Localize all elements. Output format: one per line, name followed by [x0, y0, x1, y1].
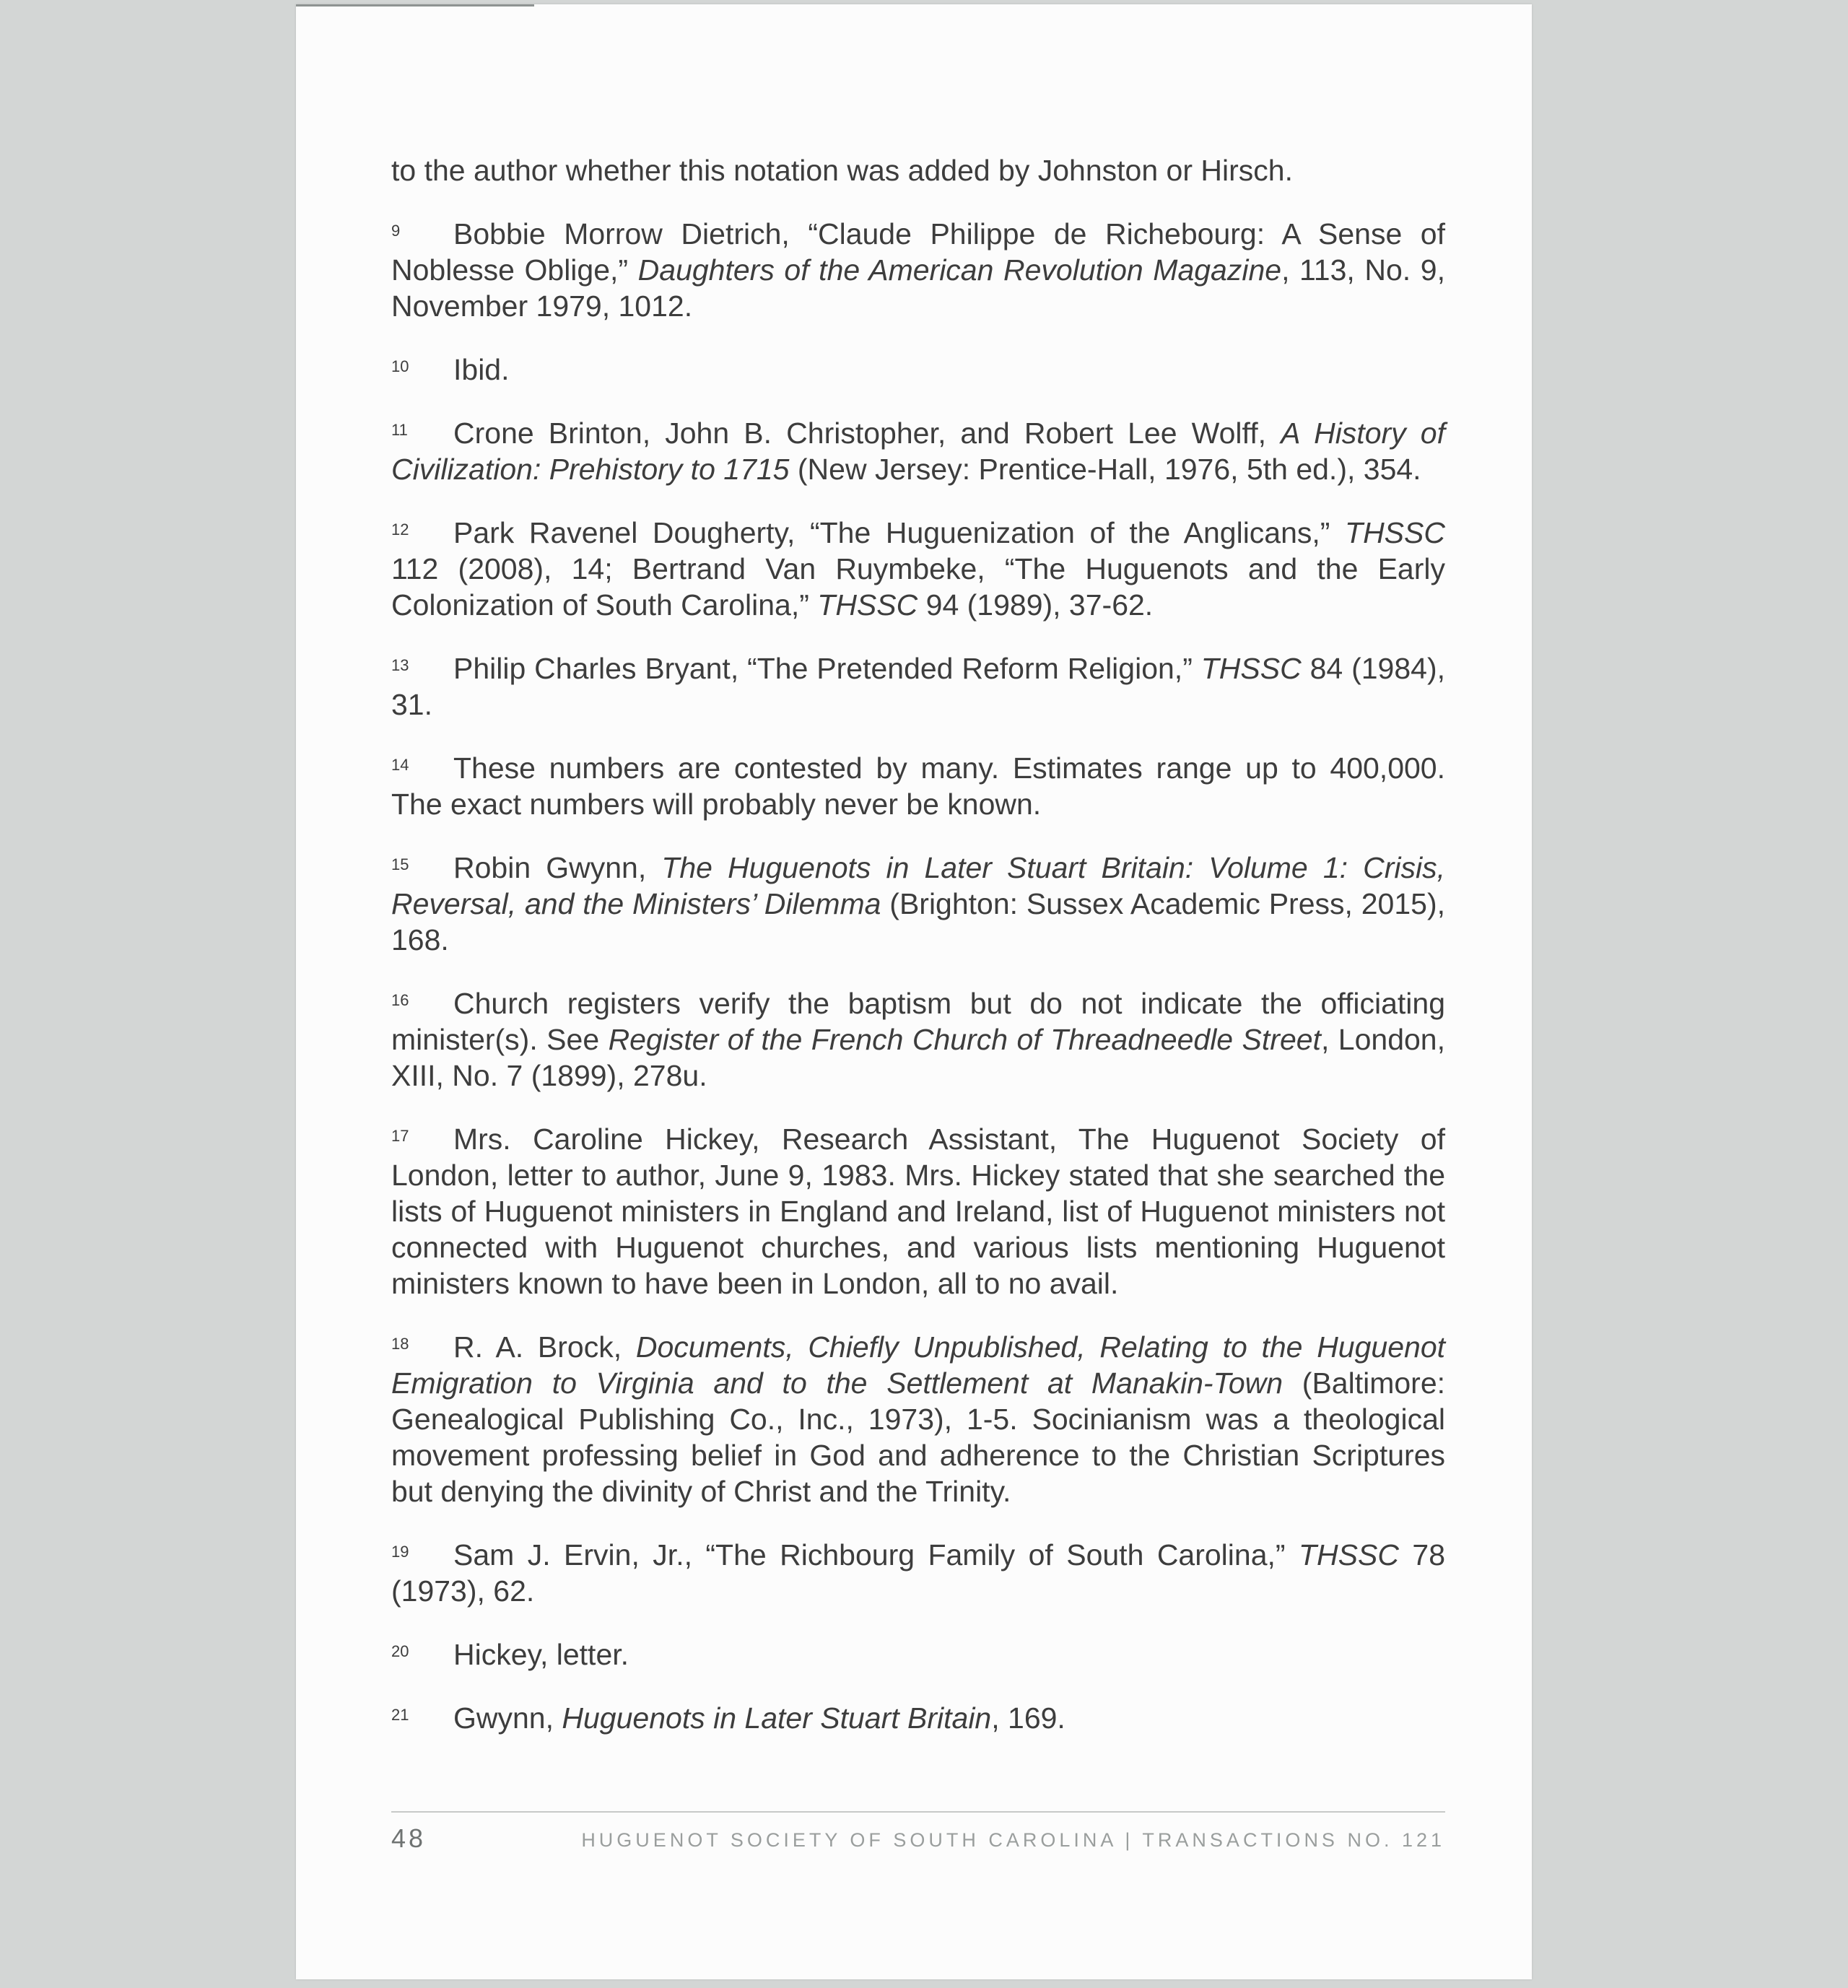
- endnote: [391, 1700, 1445, 1736]
- endnote-text-run: Park Ravenel Dougherty, “The Huguenization of the Anglicans,”: [453, 516, 1346, 549]
- endnote: [391, 750, 1445, 822]
- endnote-text-run: R. A. Brock,: [453, 1330, 636, 1364]
- endnote-text-run: 84 (1984), 31.: [391, 652, 1445, 721]
- endnote-title-italic: Huguenots in Later Stuart Britain: [562, 1701, 992, 1735]
- endnote-text: [391, 1538, 1445, 1608]
- continued-note-text: to the author whether this notation was added by Johnston or Hirsch.: [391, 154, 1293, 187]
- endnote-text: [391, 1330, 1445, 1508]
- endnotes-body: [391, 152, 1445, 1764]
- endnote-text: [391, 751, 1445, 821]
- endnote: [391, 1537, 1445, 1609]
- document-page: [296, 4, 1532, 1979]
- endnote-text-run: Bobbie Morrow Dietrich, “Claude Philippe de Richebourg: A Sense of Noblesse Oblige,”: [391, 217, 1445, 287]
- endnote-text: [453, 1701, 1065, 1735]
- endnote: [391, 985, 1445, 1094]
- endnote-number: 17: [391, 1127, 409, 1145]
- endnote-number: 21: [391, 1706, 409, 1724]
- endnotes-list: [391, 216, 1445, 1736]
- endnote-number: 19: [391, 1543, 409, 1561]
- endnote-title-italic: THSSC: [1298, 1538, 1399, 1571]
- endnote-text: [453, 1638, 629, 1671]
- endnote-text-run: Church registers verify the baptism but do not indicate the officiating minister(s). See: [391, 987, 1445, 1056]
- endnote-text: [391, 851, 1445, 956]
- endnote: [391, 352, 1445, 388]
- endnote-number: 13: [391, 656, 409, 674]
- endnote-title-italic: THSSC: [1345, 516, 1445, 549]
- endnote-text: [391, 652, 1445, 721]
- endnote-text-run: (New Jersey: Prentice-Hall, 1976, 5th ed.), 354.: [789, 453, 1421, 486]
- endnote-text-run: Sam J. Ervin, Jr., “The Richbourg Family of South Carolina,”: [453, 1538, 1299, 1571]
- endnote-title-italic: THSSC: [1200, 652, 1302, 685]
- endnote: [391, 216, 1445, 324]
- endnote-text-run: 78 (1973), 62.: [391, 1538, 1445, 1608]
- endnote-title-italic: Register of the French Church of Threadneedle Street: [608, 1023, 1321, 1056]
- endnote-text-run: Ibid.: [453, 353, 510, 386]
- endnote-number: 11: [391, 421, 408, 439]
- endnote-title-italic: Documents, Chiefly Unpublished, Relating to the Huguenot Emigration to Virginia and to the Settlement at Manakin-Town: [391, 1330, 1446, 1400]
- endnote-number: 9: [391, 222, 401, 240]
- endnote: [391, 1121, 1445, 1302]
- endnote-number: 16: [391, 991, 409, 1009]
- endnote-text: [391, 217, 1445, 323]
- endnote: [391, 850, 1445, 958]
- endnote-text-run: (Brighton: Sussex Academic Press, 2015), 168.: [391, 887, 1445, 956]
- endnote: [391, 1636, 1445, 1673]
- endnote-text: [391, 417, 1445, 486]
- endnote-text-run: Crone Brinton, John B. Christopher, and Robert Lee Wolff,: [453, 417, 1281, 450]
- footer-rule: [391, 1811, 1445, 1813]
- endnote: [391, 650, 1445, 723]
- endnote-text-run: These numbers are contested by many. Estimates range up to 400,000. The exact numbers will probably never be known.: [391, 751, 1445, 821]
- page-number: 48: [391, 1823, 427, 1853]
- endnote: [391, 415, 1445, 487]
- endnote-text-run: , 169.: [991, 1701, 1065, 1735]
- page-footer: [391, 1823, 1445, 1860]
- endnote-number: 12: [391, 520, 409, 539]
- endnote-text-run: Philip Charles Bryant, “The Pretended Reform Religion,”: [453, 652, 1201, 685]
- endnote-text-run: Robin Gwynn,: [453, 851, 662, 884]
- endnote-title-italic: THSSC: [817, 588, 918, 622]
- endnote: [391, 1329, 1445, 1509]
- endnote-text-run: Gwynn,: [453, 1701, 562, 1735]
- endnote-text-run: Mrs. Caroline Hickey, Research Assistant, The Huguenot Society of London, letter to author, June 9, 1983. Mrs. Hickey stated that she searched the lists of Huguenot ministers in England and Ireland, list of Huguenot ministers not connected with Huguenot churches, and various lists mentioning Huguenot ministers known to have been in London, all to no avail.: [391, 1122, 1445, 1300]
- endnote-title-italic: A History of Civilization: Prehistory to 1715: [391, 417, 1445, 486]
- endnote-number: 15: [391, 855, 409, 873]
- endnote-text-run: 94 (1989), 37-62.: [918, 588, 1154, 622]
- endnote-text-run: , London, XIII, No. 7 (1899), 278u.: [391, 1023, 1445, 1092]
- endnote-title-italic: The Huguenots in Later Stuart Britain: Volume 1: Crisis, Reversal, and the Ministers’ Dilemma: [391, 851, 1445, 920]
- page-edge-line: [296, 4, 534, 6]
- running-head: HUGUENOT SOCIETY OF SOUTH CAROLINA | TRANSACTIONS NO. 121: [581, 1829, 1445, 1851]
- endnote-text: [391, 987, 1445, 1092]
- endnote-number: 20: [391, 1642, 409, 1660]
- endnote-text: [391, 1122, 1445, 1300]
- endnote-text: [391, 516, 1445, 622]
- endnote-text-run: , 113, No. 9, November 1979, 1012.: [391, 253, 1445, 323]
- endnote-text: [453, 353, 510, 386]
- endnote-number: 14: [391, 756, 409, 774]
- endnote-title-italic: Daughters of the American Revolution Magazine: [637, 253, 1282, 287]
- endnote-text-run: Hickey, letter.: [453, 1638, 629, 1671]
- endnote-number: 18: [391, 1335, 409, 1353]
- endnote-text-run: 112 (2008), 14; Bertrand Van Ruymbeke, “The Huguenots and the Early Colonization of South Carolina,”: [391, 552, 1445, 622]
- endnote-text-run: (Baltimore: Genealogical Publishing Co., Inc., 1973), 1-5. Socinianism was a theological movement professing belief in God and adherence to the Christian Scriptures but denying the divinity of Christ and the Trinity.: [391, 1366, 1446, 1508]
- endnote-number: 10: [391, 357, 409, 375]
- endnote: [391, 515, 1445, 623]
